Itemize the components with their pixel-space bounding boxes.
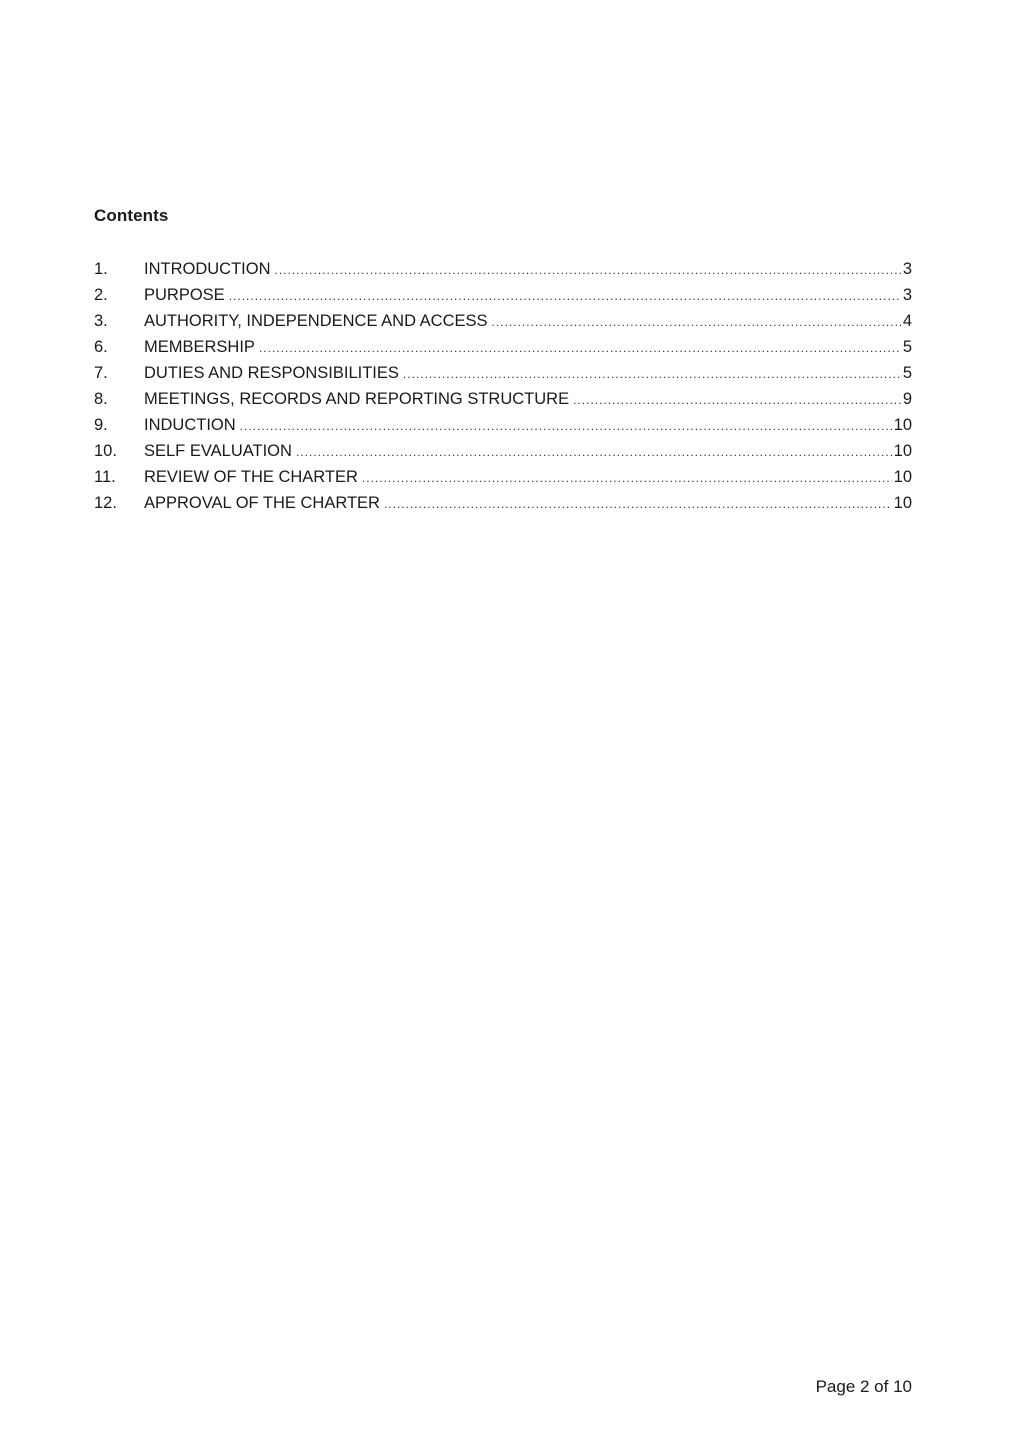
toc-entry-induction[interactable] bbox=[94, 412, 912, 438]
toc-entry-duties[interactable] bbox=[94, 360, 912, 386]
toc-entry-number: 10. bbox=[94, 442, 117, 460]
toc-entry-page: 9 bbox=[902, 390, 912, 408]
toc-entry-page: 4 bbox=[902, 312, 912, 330]
toc-entry-number: 9. bbox=[94, 416, 108, 434]
toc-entry-self-evaluation[interactable] bbox=[94, 438, 912, 464]
toc-entry-page: 10 bbox=[893, 494, 912, 512]
toc-dot-leader bbox=[573, 387, 901, 413]
toc-entry-title: MEETINGS, RECORDS AND REPORTING STRUCTURE bbox=[144, 390, 570, 408]
toc-entry-title: AUTHORITY, INDEPENDENCE AND ACCESS bbox=[144, 312, 488, 330]
toc-dot-leader bbox=[362, 465, 892, 491]
toc-list bbox=[94, 256, 912, 516]
toc-entry-number: 3. bbox=[94, 312, 108, 330]
toc-entry-title: DUTIES AND RESPONSIBILITIES bbox=[144, 364, 399, 382]
toc-entry-number: 6. bbox=[94, 338, 108, 356]
toc-entry-review[interactable] bbox=[94, 464, 912, 490]
toc-entry-title: MEMBERSHIP bbox=[144, 338, 255, 356]
toc-entry-introduction[interactable] bbox=[94, 256, 912, 282]
toc-entry-page: 5 bbox=[902, 364, 912, 382]
toc-dot-leader bbox=[275, 257, 901, 283]
toc-dot-leader bbox=[403, 361, 901, 387]
toc-entry-page: 3 bbox=[902, 260, 912, 278]
toc-entry-meetings[interactable] bbox=[94, 386, 912, 412]
toc-entry-number: 1. bbox=[94, 260, 108, 278]
toc-entry-page: 10 bbox=[893, 468, 912, 486]
toc-dot-leader bbox=[492, 309, 901, 335]
toc-entry-page: 3 bbox=[902, 286, 912, 304]
toc-entry-number: 11. bbox=[94, 468, 116, 486]
toc-entry-number: 7. bbox=[94, 364, 108, 382]
toc-heading: Contents bbox=[94, 206, 169, 225]
toc-entry-title: REVIEW OF THE CHARTER bbox=[144, 468, 358, 486]
toc-entry-purpose[interactable] bbox=[94, 282, 912, 308]
toc-dot-leader bbox=[259, 335, 901, 361]
toc-entry-title: SELF EVALUATION bbox=[144, 442, 292, 460]
toc-entry-title: INTRODUCTION bbox=[144, 260, 271, 278]
toc-entry-title: INDUCTION bbox=[144, 416, 236, 434]
toc-entry-number: 12. bbox=[94, 494, 117, 512]
toc-entry-authority[interactable] bbox=[94, 308, 912, 334]
toc-entry-membership[interactable] bbox=[94, 334, 912, 360]
toc-entry-page: 5 bbox=[902, 338, 912, 356]
toc-dot-leader bbox=[296, 439, 892, 465]
toc-dot-leader bbox=[229, 283, 901, 309]
toc-entry-title: APPROVAL OF THE CHARTER bbox=[144, 494, 380, 512]
toc-entry-number: 8. bbox=[94, 390, 108, 408]
toc-entry-page: 10 bbox=[893, 442, 912, 460]
toc-dot-leader bbox=[384, 491, 892, 517]
toc-dot-leader bbox=[240, 413, 892, 439]
toc-entry-number: 2. bbox=[94, 286, 108, 304]
toc-entry-title: PURPOSE bbox=[144, 286, 225, 304]
page-number-footer: Page 2 of 10 bbox=[815, 1377, 912, 1396]
toc-entry-page: 10 bbox=[893, 416, 912, 434]
toc-entry-approval[interactable] bbox=[94, 490, 912, 516]
